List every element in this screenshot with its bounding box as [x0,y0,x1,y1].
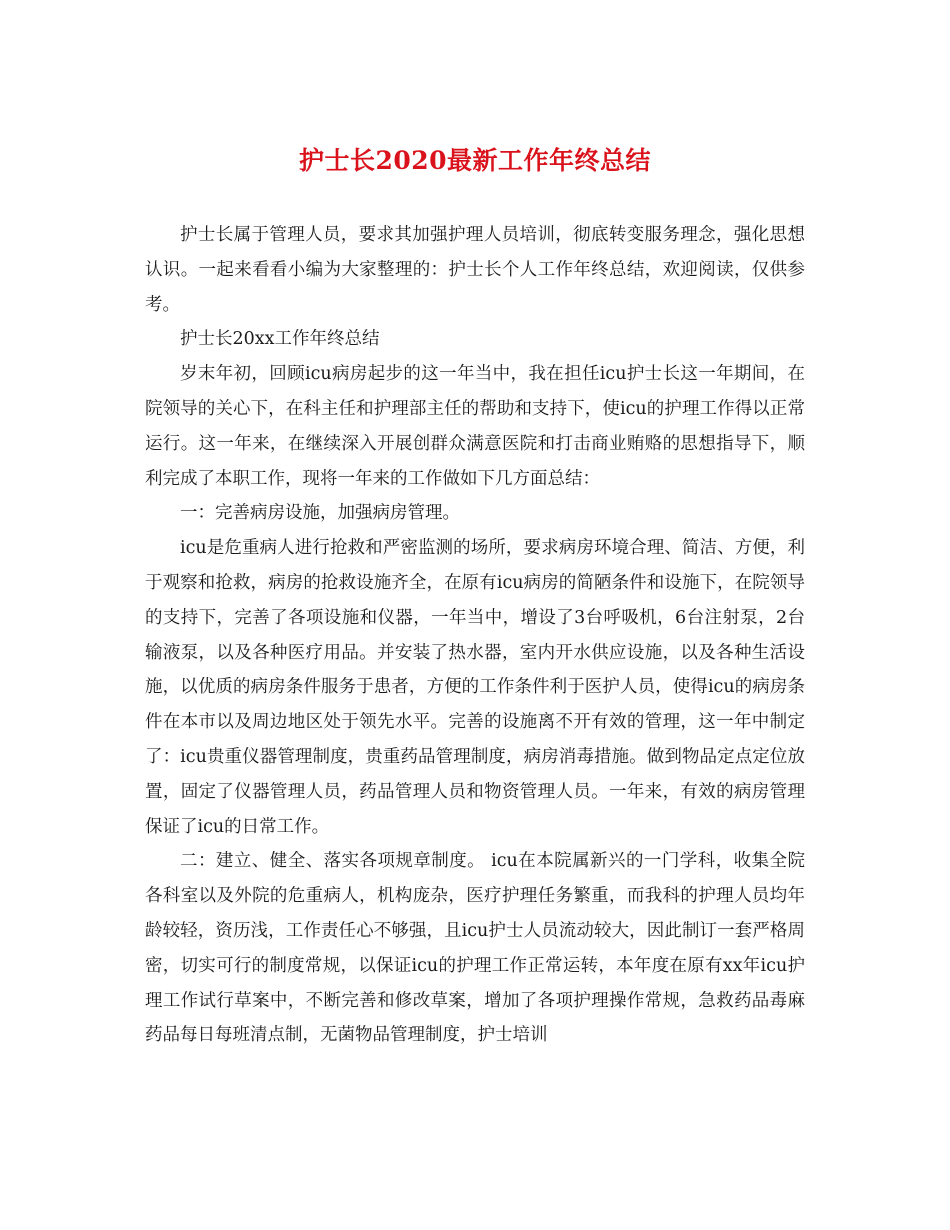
item-two-paragraph: 二：建立、健全、落实各项规章制度。 icu在本院属新兴的一门学科，收集全院各科室以及外院的危重病人，机构庞杂，医疗护理任务繁重，而我科的护理人员均年龄较轻，资历浅，工作责任心不够强，且icu护士人员流动较大，因此制订一套严格周密，切实可行的制度常规，以保证icu的护理工作正常运转，本年度在原有xx年icu护理工作试行草案中，不断完善和修改草案，增加了各项护理操作常规，急救药品毒麻药品每日每班清点制，无菌物品管理制度，护士培训 [145,851,805,1046]
document-title: 护士长2020最新工作年终总结 [298,146,652,175]
intro-paragraph: 护士长属于管理人员，要求其加强护理人员培训，彻底转变服务理念，强化思想认识。一起来看看小编为大家整理的：护士长个人工作年终总结，欢迎阅读，仅供参考。 [145,225,805,315]
section-heading: 护士长20xx工作年终总结 [180,329,380,350]
item-one-heading: 一：完善病房设施，加强病房管理。 [180,503,460,524]
item-one-paragraph: icu是危重病人进行抢救和严密监测的场所，要求病房环境合理、简洁、方便，利于观察和抢救，病房的抢救设施齐全，在原有icu病房的简陋条件和设施下，在院领导的支持下，完善了各项设施和仪器，一年当中，增设了3台呼吸机，6台注射泵，2台输液泵，以及各种医疗用品。并安装了热水器，室内开水供应设施，以及各种生活设施，以优质的病房条件服务于患者，方便的工作条件利于医护人员，使得icu的病房条件在本市以及周边地区处于领先水平。完善的设施离不开有效的管理，这一年中制定了：icu贵重仪器管理制度，贵重药品管理制度，病房消毒措施。做到物品定点定位放置，固定了仪器管理人员，药品管理人员和物资管理人员。一年来，有效的病房管理保证了icu的日常工作。 [145,538,805,837]
overview-paragraph: 岁末年初，回顾icu病房起步的这一年当中，我在担任icu护士长这一年期间，在院领导的关心下，在科主任和护理部主任的帮助和支持下，使icu的护理工作得以正常运行。这一年来，在继续深入开展创群众满意医院和打击商业贿赂的思想指导下，顺利完成了本职工作，现将一年来的工作做如下几方面总结： [145,364,805,489]
document-body [145,218,805,1053]
